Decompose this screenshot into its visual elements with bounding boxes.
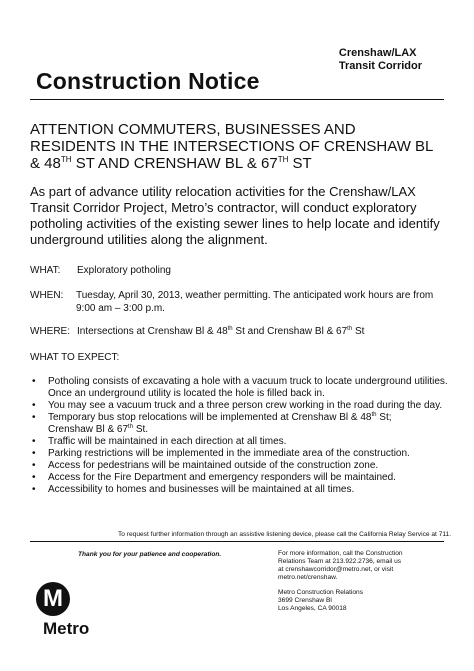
list-item-sup: th [371, 412, 377, 418]
where-text: St [352, 326, 365, 337]
headline-sup: TH [277, 155, 289, 164]
list-item [30, 436, 450, 448]
when-value-line-1: Tuesday, April 30, 2013, weather permitting. The anticipated work hours are from [76, 290, 434, 301]
list-item [30, 376, 450, 400]
headline-text: ST AND CRENSHAW BL & 67 [71, 155, 278, 172]
list-item-text: Accessibility to homes and businesses will be maintained at all times. [48, 484, 355, 495]
bullet-icon: • [32, 448, 36, 459]
address-line: Los Angeles, CA 90018 [278, 605, 347, 612]
address-line: 3699 Crenshaw Bl [278, 597, 332, 604]
list-item [30, 472, 450, 484]
corridor-label [339, 47, 422, 73]
what-value: Exploratory potholing [77, 265, 171, 276]
when-value-line-2: 9:00 am – 3:00 p.m. [76, 303, 165, 314]
bullet-icon: • [32, 436, 36, 447]
contact-line: Relations Team at 213.922.2736, email us [278, 558, 402, 565]
relay-notice: To request further information through an assistive listening device, please call the California Relay Service at 711. [118, 531, 452, 538]
bullet-icon: • [32, 376, 36, 387]
list-item-text: Access for the Fire Department and emergency responders will be maintained. [48, 472, 396, 483]
expect-list [30, 376, 450, 496]
list-item [30, 484, 450, 496]
list-item [30, 412, 450, 436]
list-item-text: St. [133, 424, 149, 435]
list-item-sup: th [128, 424, 134, 430]
headline-line-3 [30, 155, 450, 172]
footer-rule [30, 541, 444, 542]
headline [30, 121, 450, 172]
metro-wordmark: Metro [43, 619, 90, 638]
list-item-text: Temporary bus stop relocations will be implemented at Crenshaw Bl & 48 [48, 412, 372, 423]
contact-line: metro.net/crenshaw. [278, 574, 338, 581]
contact-line: For more information, call the Construction [278, 550, 403, 557]
headline-text: & 48 [30, 155, 61, 172]
intro-paragraph: As part of advance utility relocation activities for the Crenshaw/LAX Transit Corridor Project, Metro’s contractor, will conduct exploratory potholing activities of the existing sewer lines to help locate and identify underground utilities along the alignment. [30, 184, 440, 247]
list-item [30, 460, 450, 472]
where-label: WHERE: [30, 326, 70, 337]
when-field [30, 289, 433, 315]
bullet-icon: • [32, 484, 36, 495]
headline-line-2: RESIDENTS IN THE INTERSECTIONS OF CRENSHAW BL [30, 138, 434, 155]
title-rule [30, 99, 444, 100]
headline-text: ST [288, 155, 312, 172]
list-item [30, 448, 450, 460]
list-item-text: St; [376, 412, 392, 423]
metro-logo-icon [36, 582, 70, 616]
what-field [30, 264, 171, 277]
list-item-text: Potholing consists of excavating a hole with a vacuum truck to locate underground utilities. Once an underground utility is located the hole is filled back in. [48, 376, 448, 399]
where-text: St and Crenshaw Bl & 67 [232, 326, 348, 337]
metro-logo-letter: M [43, 585, 63, 612]
headline-line-1: ATTENTION COMMUTERS, BUSINESSES AND [30, 121, 356, 138]
headline-sup: TH [60, 155, 72, 164]
list-item [30, 400, 450, 412]
bullet-icon: • [32, 400, 36, 411]
contact-line: at crenshawcorridor@metro.net, or visit [278, 566, 394, 573]
where-text: Intersections at Crenshaw Bl & 48 [77, 326, 228, 337]
contact-info [278, 550, 438, 613]
list-item-text: Traffic will be maintained in each direction at all times. [48, 436, 287, 447]
list-item-text: Crenshaw Bl & 67 [48, 424, 129, 435]
address-line: Metro Construction Relations [278, 589, 364, 596]
where-sup: th [347, 326, 353, 332]
page-title: Construction Notice [36, 68, 260, 94]
expect-heading: WHAT TO EXPECT: [30, 352, 120, 363]
list-item-text: You may see a vacuum truck and a three person crew working in the road during the day. [48, 400, 443, 411]
corridor-line-2: Transit Corridor [338, 60, 422, 72]
what-label: WHAT: [30, 265, 61, 276]
bullet-icon: • [32, 472, 36, 483]
thanks-text: Thank you for your patience and cooperation. [78, 551, 222, 558]
corridor-line-1: Crenshaw/LAX [338, 47, 417, 59]
when-label: WHEN: [30, 290, 64, 301]
where-field [30, 325, 364, 338]
where-sup: th [227, 326, 233, 332]
bullet-icon: • [32, 412, 36, 423]
list-item-text: Access for pedestrians will be maintained outside of the construction zone. [48, 460, 379, 471]
bullet-icon: • [32, 460, 36, 471]
list-item-text: Parking restrictions will be implemented in the immediate area of the construction. [48, 448, 410, 459]
